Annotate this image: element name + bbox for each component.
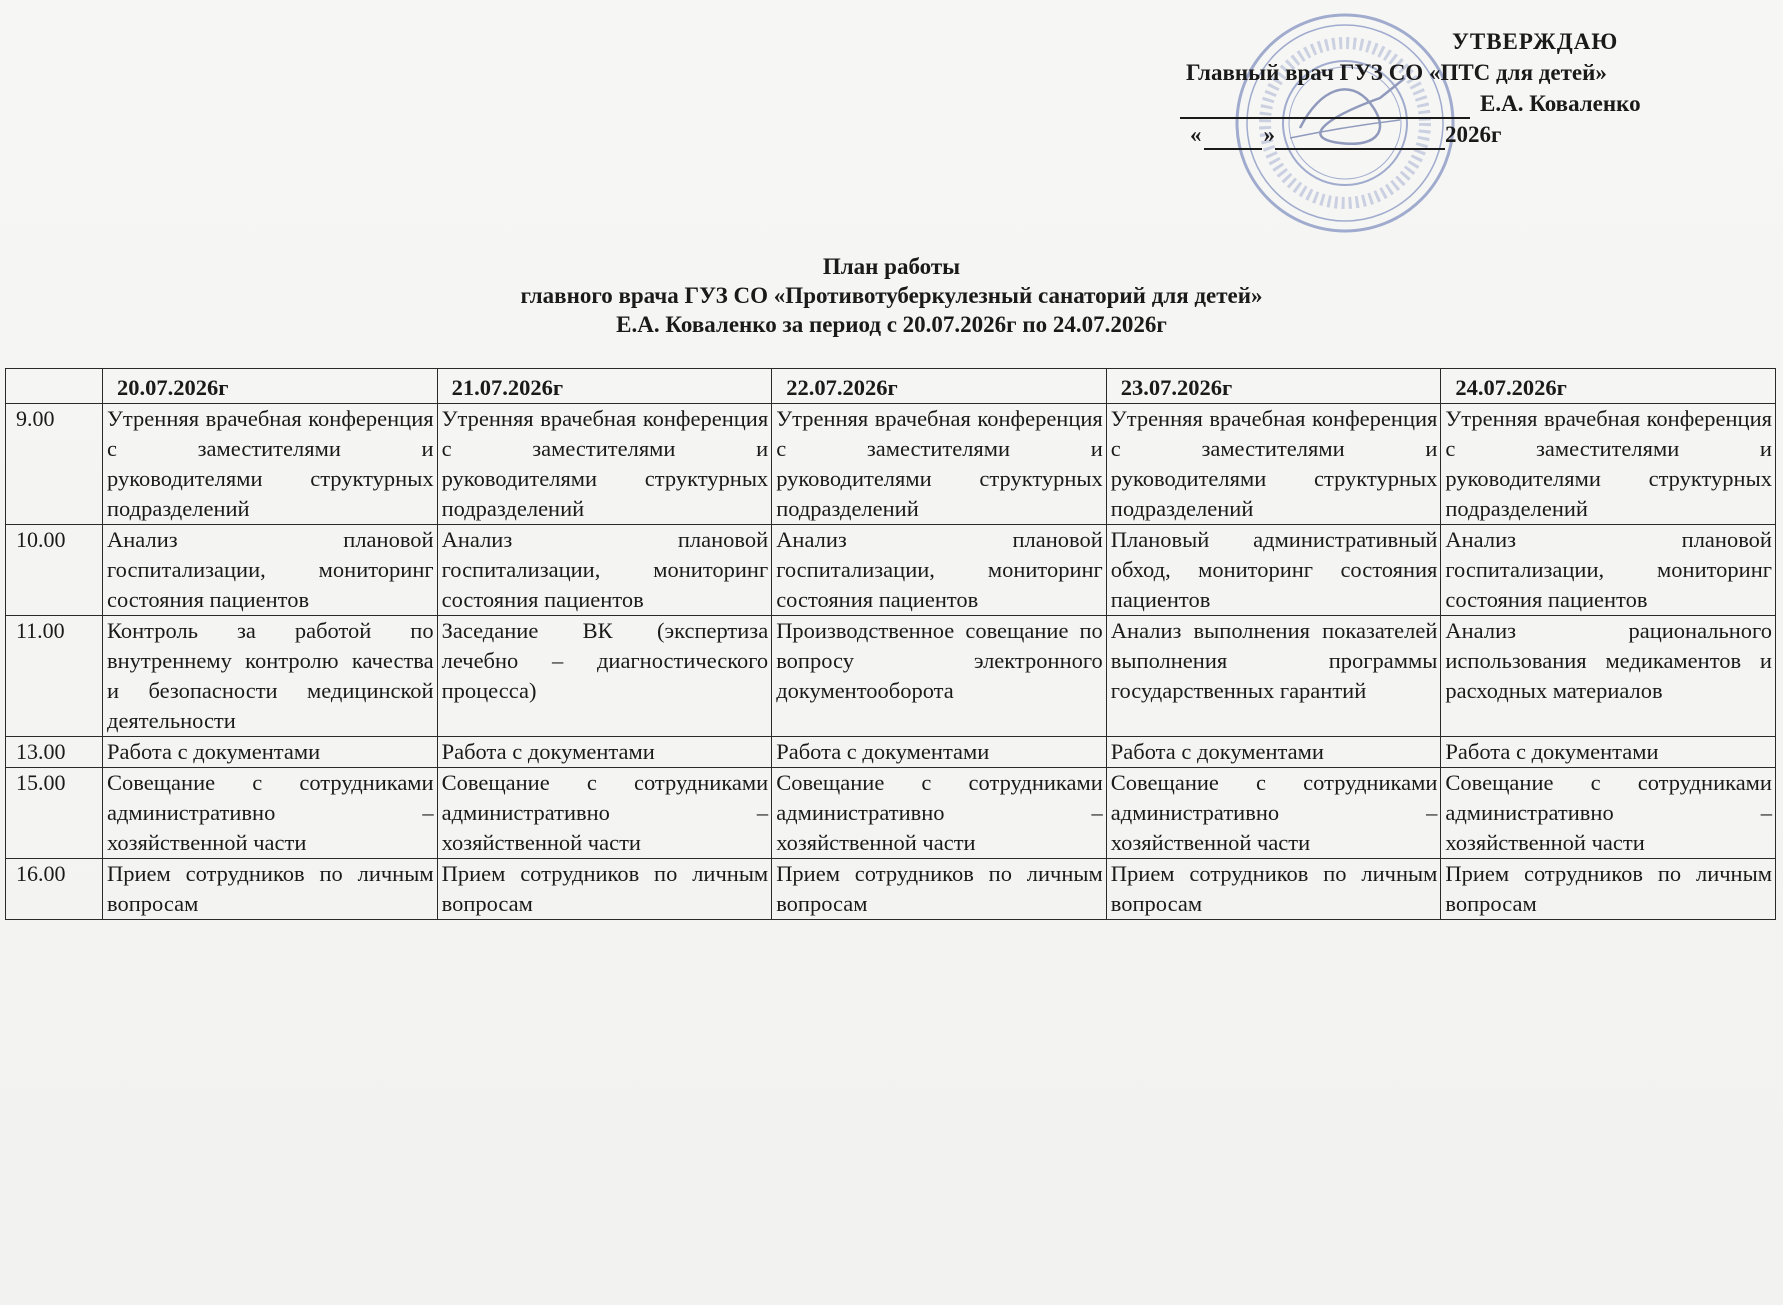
time-column-header: [6, 369, 103, 404]
activity-cell: Прием сотрудников по личным вопросам: [1106, 859, 1441, 920]
activity-cell: Утренняя врачебная конференция с заместителями и руководителями структурных подразделений: [103, 404, 438, 525]
signature-line: [1180, 88, 1700, 119]
activity-cell: Работа с документами: [103, 737, 438, 768]
activity-cell: Работа с документами: [437, 737, 772, 768]
activity-cell: Утренняя врачебная конференция с заместителями и руководителями структурных подразделений: [772, 404, 1107, 525]
activity-cell: Прием сотрудников по личным вопросам: [1441, 859, 1776, 920]
activity-cell: Производственное совещание по вопросу электронного документооборота: [772, 616, 1107, 737]
activity-cell: Контроль за работой по внутреннему контролю качества и безопасности медицинской деятельности: [103, 616, 438, 737]
day-header: 20.07.2026г: [103, 369, 438, 404]
table-row: [6, 616, 1776, 737]
approval-year: 2026г: [1445, 122, 1502, 147]
activity-cell: Анализ рационального использования медикаментов и расходных материалов: [1441, 616, 1776, 737]
time-cell: 13.00: [6, 737, 103, 768]
approval-signer: Е.А. Коваленко: [1480, 91, 1641, 116]
activity-cell: Совещание с сотрудниками административно – хозяйственной части: [103, 768, 438, 859]
time-cell: 16.00: [6, 859, 103, 920]
activity-cell: Утренняя врачебная конференция с заместителями и руководителями структурных подразделений: [1441, 404, 1776, 525]
activity-cell: Совещание с сотрудниками административно – хозяйственной части: [1106, 768, 1441, 859]
activity-cell: Плановый административный обход, мониторинг состояния пациентов: [1106, 525, 1441, 616]
activity-cell: Совещание с сотрудниками административно – хозяйственной части: [1441, 768, 1776, 859]
table-header-row: [6, 369, 1776, 404]
time-cell: 11.00: [6, 616, 103, 737]
day-header: 23.07.2026г: [1106, 369, 1441, 404]
time-cell: 9.00: [6, 404, 103, 525]
activity-cell: Совещание с сотрудниками административно – хозяйственной части: [437, 768, 772, 859]
activity-cell: Анализ плановой госпитализации, мониторинг состояния пациентов: [1441, 525, 1776, 616]
activity-cell: Анализ плановой госпитализации, мониторинг состояния пациентов: [103, 525, 438, 616]
activity-cell: Совещание с сотрудниками административно – хозяйственной части: [772, 768, 1107, 859]
approval-position: Главный врач ГУЗ СО «ПТС для детей»: [1186, 60, 1607, 85]
activity-cell: Работа с документами: [1106, 737, 1441, 768]
table-row: [6, 768, 1776, 859]
signature-blank: [1180, 93, 1470, 119]
document-title: [0, 252, 1783, 339]
schedule-table: [5, 368, 1776, 920]
table-row: [6, 737, 1776, 768]
activity-cell: Работа с документами: [772, 737, 1107, 768]
activity-cell: Прием сотрудников по личным вопросам: [437, 859, 772, 920]
table-row: [6, 859, 1776, 920]
table-row: [6, 404, 1776, 525]
day-header: 21.07.2026г: [437, 369, 772, 404]
activity-cell: Анализ выполнения показателей выполнения программы государственных гарантий: [1106, 616, 1441, 737]
date-day-blank: [1204, 124, 1262, 150]
title-line-1: План работы: [822, 254, 961, 279]
activity-cell: Прием сотрудников по личным вопросам: [103, 859, 438, 920]
approval-heading: УТВЕРЖДАЮ: [1452, 29, 1619, 54]
activity-cell: Утренняя врачебная конференция с заместителями и руководителями структурных подразделений: [437, 404, 772, 525]
activity-cell: Анализ плановой госпитализации, мониторинг состояния пациентов: [772, 525, 1107, 616]
time-cell: 10.00: [6, 525, 103, 616]
activity-cell: Утренняя врачебная конференция с заместителями и руководителями структурных подразделений: [1106, 404, 1441, 525]
activity-cell: Работа с документами: [1441, 737, 1776, 768]
day-header: 24.07.2026г: [1441, 369, 1776, 404]
title-line-3: Е.А. Коваленко за период с 20.07.2026г по 24.07.2026г: [616, 312, 1167, 337]
date-quote-open: «: [1190, 122, 1202, 147]
title-line-2: главного врача ГУЗ СО «Противотуберкулезный санаторий для детей»: [520, 283, 1263, 308]
time-cell: 15.00: [6, 768, 103, 859]
activity-cell: Заседание ВК (экспертиза лечебно – диагностического процесса): [437, 616, 772, 737]
approval-date-line: [1180, 119, 1700, 150]
day-header: 22.07.2026г: [772, 369, 1107, 404]
date-quote-close: »: [1263, 122, 1275, 147]
activity-cell: Анализ плановой госпитализации, мониторинг состояния пациентов: [437, 525, 772, 616]
approval-block: [1180, 26, 1700, 150]
date-month-blank: [1275, 124, 1445, 150]
activity-cell: Прием сотрудников по личным вопросам: [772, 859, 1107, 920]
table-row: [6, 525, 1776, 616]
